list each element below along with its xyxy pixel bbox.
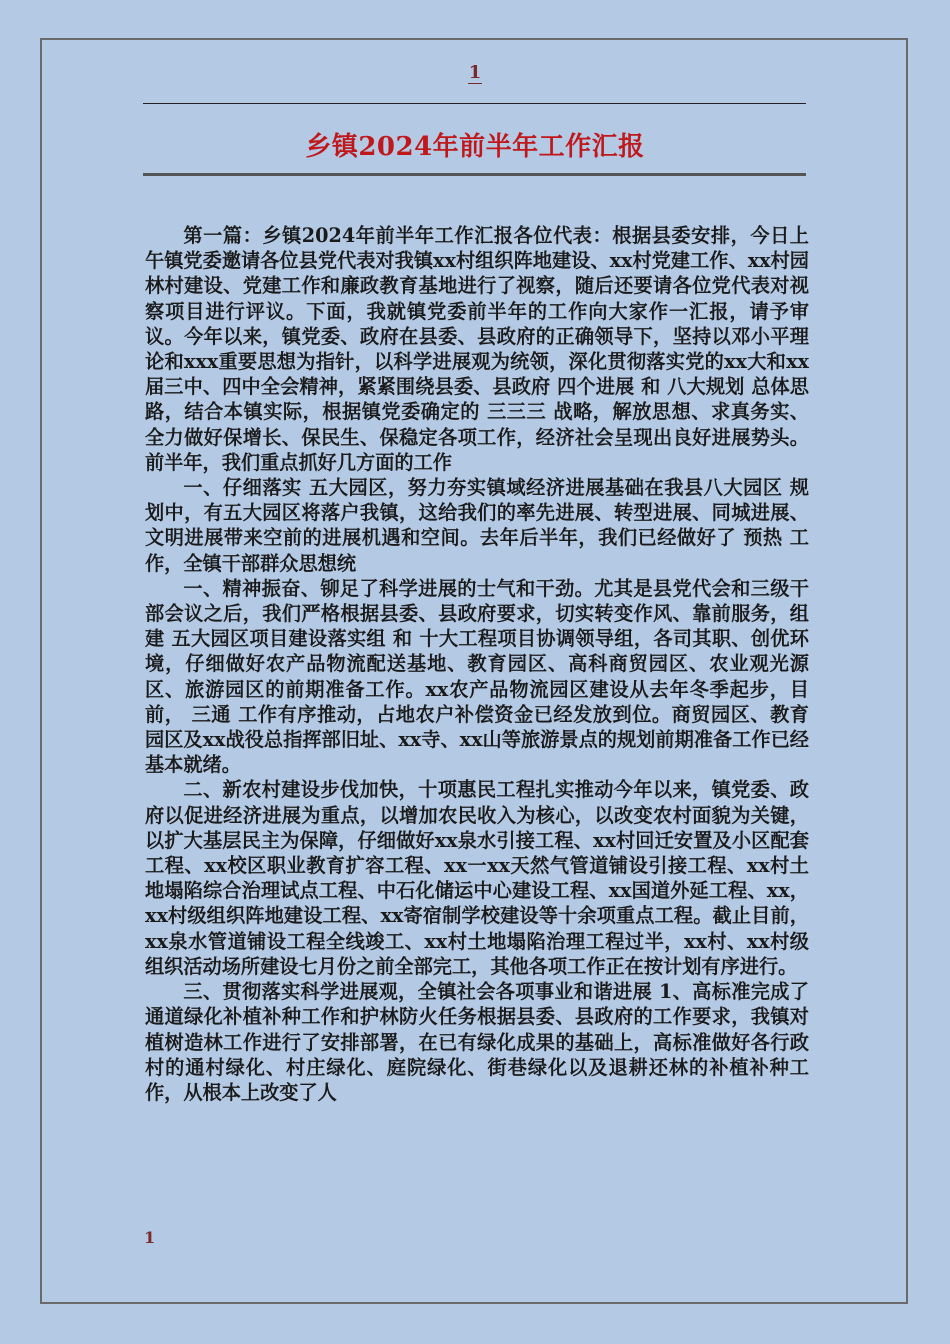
- header-page-number-text: 1: [468, 62, 482, 83]
- footer-page-number: 1: [144, 1228, 156, 1247]
- paragraph: 一、仔细落实 五大园区，努力夯实镇域经济进展基础在我县八大园区 规划中，有五大园区将落户我镇，这给我们的率先进展、转型进展、同城进展、文明进展带来空前的进展机遇和空间。去年后半年，我们已经做好了 预热 工作，全镇干部群众思想统: [145, 476, 809, 575]
- paragraph: 第一篇：乡镇2024年前半年工作汇报各位代表：根据县委安排，今日上午镇党委邀请各位县党代表对我镇xx村组织阵地建设、xx村党建工作、xx村园林村建设、党建工作和廉政教育基地进行了视察，随后还要请各位党代表对视察项目进行评议。下面，我就镇党委前半年的工作向大家作一汇报，请予审议。今年以来，镇党委、政府在县委、县政府的正确领导下，坚持以邓小平理论和xxx重要思想为指针，以科学进展观为统领，深化贯彻落实党的xx大和xx届三中、四中全会精神，紧紧围绕县委、县政府 四个进展 和 八大规划 总体思路，结合本镇实际，根据镇党委确定的 三三三 战略，解放思想、求真务实、全力做好保增长、保民生、保稳定各项工作，经济社会呈现出良好进展势头。前半年，我们重点抓好几方面的工作: [145, 224, 809, 474]
- paragraph: 三、贯彻落实科学进展观，全镇社会各项事业和谐进展 1、高标准完成了通道绿化补植补种工作和护林防火任务根据县委、县政府的工作要求，我镇对植树造林工作进行了安排部署，在已有绿化成果的基础上，高标准做好各行政村的通村绿化、村庄绿化、庭院绿化、街巷绿化以及退耕还林的补植补种工作，从根本上改变了人: [145, 980, 809, 1104]
- header-rule: [143, 103, 806, 104]
- header-page-number: [0, 62, 950, 83]
- paragraph: 一、精神振奋、铆足了科学进展的士气和干劲。尤其是县党代会和三级干部会议之后，我们严格根据县委、县政府要求，切实转变作风、靠前服务，组建 五大园区项目建设落实组 和 十大工程项目协调领导组，各司其职、创优环境，仔细做好农产品物流配送基地、教育园区、高科商贸园区、农业观光源区、旅游园区的前期准备工作。xx农产品物流园区建设从去年冬季起步，目前， 三通 工作有序推动，占地农户补偿资金已经发放到位。商贸园区、教育园区及xx战役总指挥部旧址、xx寺、xx山等旅游景点的规划前期准备工作已经基本就绪。: [145, 576, 809, 777]
- document-body: [145, 223, 809, 1105]
- paragraph: 二、新农村建设步伐加快，十项惠民工程扎实推动今年以来，镇党委、政府以促进经济进展为重点，以增加农民收入为核心，以改变农村面貌为关键，以扩大基层民主为保障，仔细做好xx泉水引接工程、xx村回迁安置及小区配套工程、xx校区职业教育扩容工程、xx一xx天然气管道铺设引接工程、xx村土地塌陷综合治理试点工程、中石化储运中心建设工程、xx国道外延工程、xx，xx村级组织阵地建设工程、xx寄宿制学校建设等十余项重点工程。截止目前，xx泉水管道铺设工程全线竣工、xx村土地塌陷治理工程过半，xx村、xx村级组织活动场所建设七月份之前全部完工，其他各项工作正在按计划有序进行。: [145, 778, 809, 978]
- document-title: 乡镇2024年前半年工作汇报: [305, 132, 645, 162]
- title-rule: [143, 173, 806, 176]
